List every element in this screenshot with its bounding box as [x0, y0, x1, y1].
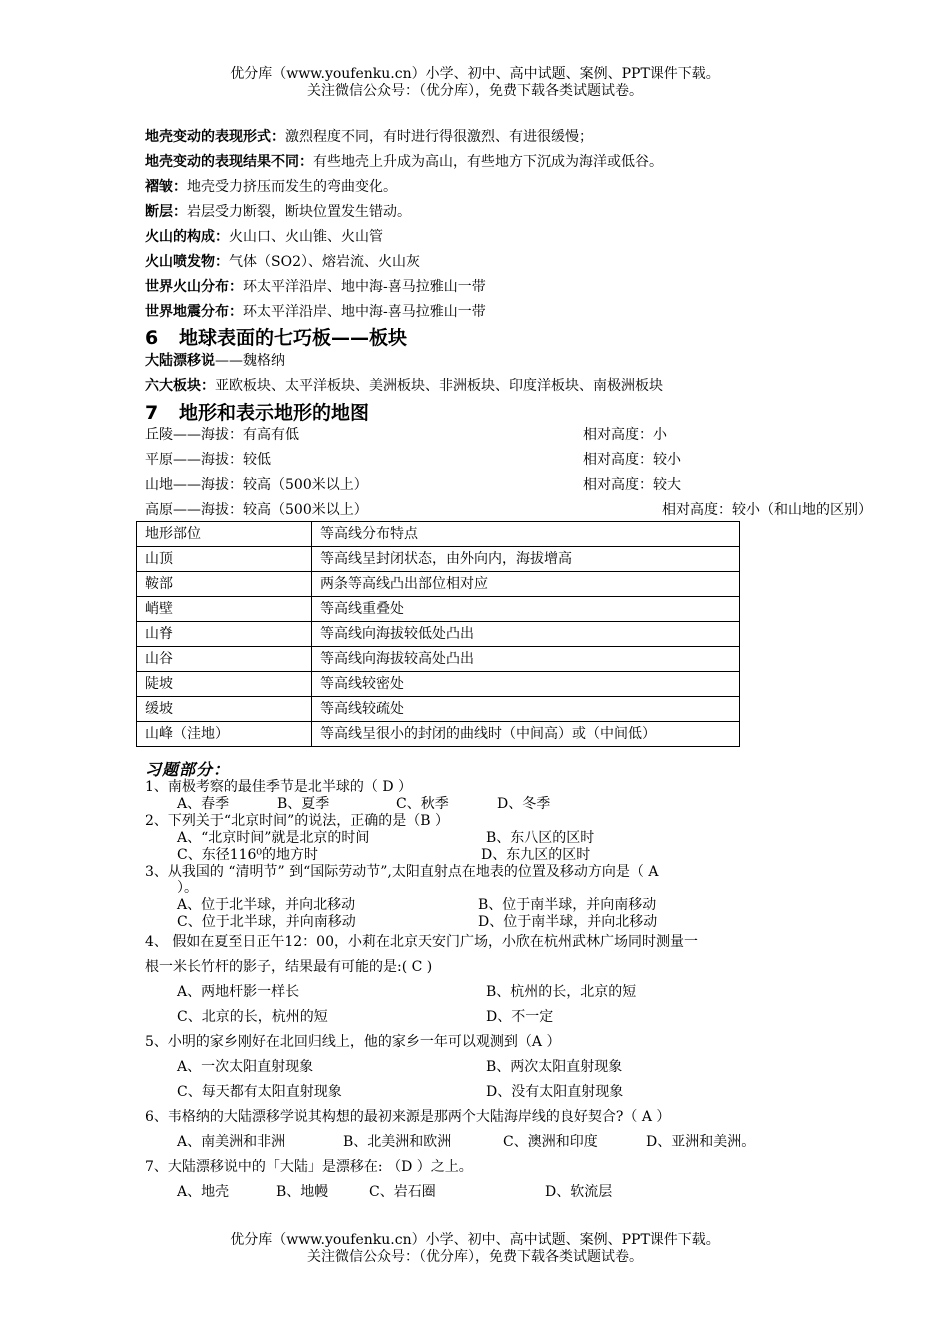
note-text: 激烈程度不同，有时进行得很激烈、有进很缓慢；: [285, 129, 593, 145]
note-term: 世界火山分布：: [145, 279, 243, 295]
note-crust-results: [145, 153, 663, 171]
note-term: 火山喷发物：: [145, 254, 229, 270]
continental-drift-line: [145, 352, 285, 370]
note-term: 断层：: [145, 204, 187, 220]
table-header-cell: 地形部位: [137, 522, 312, 547]
table-cell: 山顶: [137, 547, 312, 572]
table-row: [137, 572, 740, 597]
table-row: [137, 547, 740, 572]
table-row: [137, 622, 740, 647]
section-number: 6: [145, 327, 159, 349]
footer-line-2: 关注微信公众号：（优分库），免费下载各类试题试卷。: [307, 1249, 643, 1265]
landform-relief: 相对高度：较小: [583, 452, 681, 468]
table-row: [137, 597, 740, 622]
table-cell: 两条等高线凸出部位相对应: [312, 572, 740, 597]
page-header: [0, 66, 950, 100]
table-cell: 山脊: [137, 622, 312, 647]
table-cell: 鞍部: [137, 572, 312, 597]
section-title: 地球表面的七巧板——板块: [179, 327, 408, 349]
option-b: B、夏季: [277, 796, 330, 812]
question-3-stem-cont: ）。: [177, 880, 198, 896]
landform-altitude: 丘陵——海拔：有高有低: [145, 427, 299, 443]
note-text: 环太平洋沿岸、地中海-喜马拉雅山一带: [243, 304, 486, 320]
section-number: 7: [145, 402, 159, 424]
option-c: C、澳洲和印度: [503, 1134, 598, 1150]
landform-mountains: [145, 476, 681, 494]
table-cell: 等高线重叠处: [312, 597, 740, 622]
table-cell: 等高线向海拔较高处凸出: [312, 647, 740, 672]
page-footer: [0, 1232, 950, 1266]
option-c: C、位于北半球，并向南移动: [177, 914, 356, 930]
option-a: A、两地杆影一样长: [177, 984, 300, 1000]
note-fault: [145, 203, 411, 221]
question-7-stem: 7、大陆漂移说中的「大陆」是漂移在: （D ）之上。: [145, 1159, 473, 1175]
section-6-heading: [145, 323, 407, 350]
note-volcano-distribution: [145, 278, 486, 296]
table-cell: 等高线呈很小的封闭的曲线时（中间高）或（中间低）: [312, 722, 740, 747]
question-4-stem-cont: 根一米长竹杆的影子，结果最有可能的是:( C ): [145, 959, 433, 975]
option-c: C、秋季: [396, 796, 449, 812]
table-cell: 山峰（洼地）: [137, 722, 312, 747]
table-header-row: [137, 522, 740, 547]
question-3-stem: 3、从我国的 “清明节” 到“国际劳动节”,太阳直射点在地表的位置及移动方向是（ A: [145, 864, 659, 880]
table-header-cell: 等高线分布特点: [312, 522, 740, 547]
note-term: 大陆漂移说: [145, 353, 215, 369]
six-plates-line: [145, 377, 663, 395]
note-text: 亚欧板块、太平洋板块、美洲板块、非洲板块、印度洋板块、南极洲板块: [215, 378, 663, 394]
landform-plains: [145, 451, 681, 469]
option-b: B、位于南半球，并向南移动: [478, 897, 657, 913]
option-c: C、每天都有太阳直射现象: [177, 1084, 342, 1100]
note-text: 气体（SO2）、熔岩流、火山灰: [229, 254, 420, 270]
section-title: 地形和表示地形的地图: [179, 402, 370, 424]
note-term: 六大板块：: [145, 378, 215, 394]
header-line-2: 关注微信公众号：（优分库），免费下载各类试题试卷。: [307, 83, 643, 99]
option-b: B、杭州的长，北京的短: [486, 984, 637, 1000]
option-a: A、一次太阳直射现象: [177, 1059, 314, 1075]
table-cell: 山谷: [137, 647, 312, 672]
note-term: 褶皱：: [145, 179, 187, 195]
option-a: A、南美洲和非洲: [177, 1134, 286, 1150]
option-a: A、“北京时间”就是北京的时间: [177, 830, 370, 846]
landform-relief: 相对高度：较小（和山地的区别）: [662, 502, 872, 518]
option-d: D、东九区的区时: [481, 847, 591, 863]
note-text: 环太平洋沿岸、地中海-喜马拉雅山一带: [243, 279, 486, 295]
note-text: 地壳受力挤压而发生的弯曲变化。: [187, 179, 397, 195]
landform-plateau: [145, 501, 872, 519]
note-term: 世界地震分布：: [145, 304, 243, 320]
question-1-stem: 1、南极考察的最佳季节是北半球的（ D ）: [145, 779, 413, 795]
header-line-1: 优分库（www.youfenku.cn）小学、初中、高中试题、案例、PPT课件下载。: [230, 66, 720, 82]
table-cell: 缓坡: [137, 697, 312, 722]
option-a: A、地壳: [177, 1184, 230, 1200]
note-text: ——魏格纳: [215, 353, 285, 369]
table-cell: 陡坡: [137, 672, 312, 697]
table-cell: 等高线呈封闭状态，由外向内，海拔增高: [312, 547, 740, 572]
option-b: B、北美洲和欧洲: [343, 1134, 452, 1150]
landform-altitude: 高原——海拔：较高（500米以上）: [145, 502, 368, 518]
footer-line-1: 优分库（www.youfenku.cn）小学、初中、高中试题、案例、PPT课件下载。: [230, 1232, 720, 1248]
contour-table: [136, 521, 740, 747]
note-term: 地壳变动的表现结果不同：: [145, 154, 313, 170]
note-text: 火山口、火山锥、火山管: [229, 229, 383, 245]
option-d: D、软流层: [545, 1184, 613, 1200]
table-row: [137, 697, 740, 722]
option-d: D、位于南半球，并向北移动: [478, 914, 658, 930]
option-d: D、不一定: [486, 1009, 554, 1025]
note-volcano-structure: [145, 228, 383, 246]
question-5-stem: 5、小明的家乡刚好在北回归线上，他的家乡一年可以观测到（A ）: [145, 1034, 561, 1050]
option-c: C、岩石圈: [369, 1184, 436, 1200]
option-d: D、没有太阳直射现象: [486, 1084, 624, 1100]
table-cell: 等高线较密处: [312, 672, 740, 697]
question-4-stem: 4、 假如在夏至日正午12：00，小莉在北京天安门广场，小欣在杭州武林广场同时测量一: [145, 934, 698, 950]
question-2-stem: 2、下列关于“北京时间”的说法，正确的是（B ）: [145, 813, 449, 829]
landform-altitude: 平原——海拔：较低: [145, 452, 271, 468]
landform-relief: 相对高度：小: [583, 427, 667, 443]
option-b: B、地幔: [276, 1184, 329, 1200]
note-term: 地壳变动的表现形式：: [145, 129, 285, 145]
landform-altitude: 山地——海拔：较高（500米以上）: [145, 477, 368, 493]
table-cell: 等高线较疏处: [312, 697, 740, 722]
option-a: A、春季: [177, 796, 230, 812]
option-d: D、冬季: [497, 796, 551, 812]
table-row: [137, 672, 740, 697]
question-6-stem: 6、韦格纳的大陆漂移学说其构想的最初来源是那两个大陆海岸线的良好契合?（ A ）: [145, 1109, 671, 1125]
section-7-heading: [145, 398, 369, 425]
table-row: [137, 722, 740, 747]
note-fold: [145, 178, 397, 196]
note-text: 有些地壳上升成为高山，有些地方下沉成为海洋或低谷。: [313, 154, 663, 170]
table-row: [137, 647, 740, 672]
option-c: C、北京的长，杭州的短: [177, 1009, 328, 1025]
option-c: C、东径116⁰的地方时: [177, 847, 319, 863]
option-d: D、亚洲和美洲。: [646, 1134, 756, 1150]
note-volcano-ejecta: [145, 253, 420, 271]
option-b: B、两次太阳直射现象: [486, 1059, 623, 1075]
landform-relief: 相对高度：较大: [583, 477, 681, 493]
note-term: 火山的构成：: [145, 229, 229, 245]
landform-hills: [145, 426, 667, 444]
exercises-title: 习题部分：: [145, 760, 231, 779]
note-earthquake-distribution: [145, 303, 486, 321]
option-b: B、东八区的区时: [486, 830, 595, 846]
note-crust-forms: [145, 128, 593, 146]
option-a: A、位于北半球，并向北移动: [177, 897, 356, 913]
table-cell: 峭壁: [137, 597, 312, 622]
table-cell: 等高线向海拔较低处凸出: [312, 622, 740, 647]
note-text: 岩层受力断裂，断块位置发生错动。: [187, 204, 411, 220]
